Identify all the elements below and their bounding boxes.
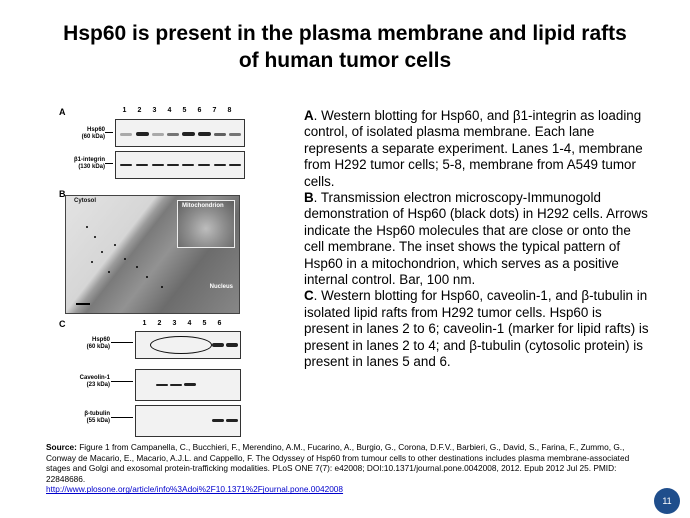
- caption-c-text: . Western blotting for Hsp60, caveolin-1, and β-tubulin in isolated lipid rafts from H292 tumor cells. Hsp60 is present in lanes 2 to 6; caveolin-1 (marker for lipid rafts) is present in lanes 2 to 4; and β-tubulin (cytosolic protein) is present in lanes 5 and 6.: [304, 288, 649, 370]
- panel-c-lane-6: 6: [217, 320, 222, 327]
- row-arrow: [111, 417, 133, 418]
- panel-b-label: B: [59, 189, 66, 199]
- gold-dot: [86, 226, 88, 228]
- panel-a-row2-label: [55, 157, 105, 171]
- panel-c-label: C: [59, 319, 66, 329]
- hsp60-label: Hsp60: [86, 127, 105, 133]
- caveolin-label: Caveolin-1: [79, 375, 110, 381]
- gold-dot: [114, 244, 116, 246]
- row-arrow: [111, 342, 133, 343]
- gold-dot: [101, 251, 103, 253]
- panel-c-lane-numbers: [137, 320, 227, 327]
- title-line-1: Hsp60 is present in the plasma membrane and lipid rafts: [63, 22, 627, 45]
- panel-a-blot-b1-integrin: [115, 151, 245, 179]
- row-arrow: [111, 381, 133, 382]
- panel-a-lane-2: 2: [137, 107, 142, 114]
- b1-integrin-label: β1-integrin: [74, 157, 105, 163]
- nucleus-label: Nucleus: [209, 284, 233, 290]
- figure-caption: [304, 108, 649, 371]
- blot-band: [226, 419, 238, 422]
- caveolin-kda: (23 kDa): [86, 382, 110, 388]
- panel-c-lane-3: 3: [172, 320, 177, 327]
- gold-dot: [146, 276, 148, 278]
- b-tubulin-label: β-tubulin: [84, 411, 110, 417]
- panel-a-lane-6: 6: [197, 107, 202, 114]
- panel-c-lane-4: 4: [187, 320, 192, 327]
- blot-band: [136, 164, 148, 166]
- source-link[interactable]: http://www.plosone.org/article/info%3Adoi%2F10.1371%2Fjournal.pone.0042008: [46, 484, 344, 495]
- panel-a-lane-numbers: [117, 107, 237, 114]
- panel-c-lane-2: 2: [157, 320, 162, 327]
- panel-c-row1-label: [55, 337, 110, 351]
- blot-band: [198, 164, 210, 166]
- blot-band: [167, 133, 179, 136]
- slide-title: [20, 20, 670, 74]
- blot-band: [212, 419, 224, 422]
- blot-band: [229, 164, 241, 166]
- blot-band: [167, 164, 179, 166]
- caption-c-letter: C: [304, 288, 314, 304]
- blot-band: [184, 383, 196, 386]
- blot-band: [152, 164, 164, 166]
- blot-band: [182, 164, 194, 166]
- caption-a-text: . Western blotting for Hsp60, and β1-integrin as loading control, of isolated plasma membrane. Each lane represents a separate experiment. Lanes 1-4, membrane from H292 tumor cells; 5-8, membrane from A549 tumor cells.: [304, 108, 643, 189]
- caption-a: [304, 108, 649, 190]
- blot-band: [229, 133, 241, 136]
- panel-c-blot-b-tubulin: [135, 405, 241, 437]
- panel-c-lane-1: 1: [142, 320, 147, 327]
- panel-a-lane-5: 5: [182, 107, 187, 114]
- panel-c-lane-5: 5: [202, 320, 207, 327]
- gold-dot: [91, 261, 93, 263]
- caption-b-letter: B: [304, 190, 314, 206]
- panel-c-blot-hsp60: [135, 331, 241, 359]
- blot-band: [214, 133, 226, 136]
- row-arrow: [105, 132, 113, 133]
- source-text: Figure 1 from Campanella, C., Bucchieri, F., Merendino, A.M., Fucarino, A., Burgio, G., Corona, D.F.V., Barbieri, G., David, S., Farina, F., Zummo, G., Conway de Macario, E., Macario, A.J.L. and Cappello, F. The Odyssey of Hsp60 from tumour cells to other destinations includes plasma membrane-associated stages and Golgi and exosomal protein-trafficking modalities. PLoS ONE 7(7): e42008; DOI:10.1371/journal.pone.0042008, 2012. Epub 2012 Jul 25. PMID: 22848686.: [46, 442, 630, 484]
- mitochondrion-label: Mitochondrion: [182, 203, 224, 209]
- gold-dot: [161, 286, 163, 288]
- blot-band: [136, 132, 149, 136]
- row-arrow: [105, 163, 113, 164]
- gold-dot: [108, 271, 110, 273]
- caption-c: [304, 288, 649, 370]
- figure: [55, 107, 245, 437]
- b1-integrin-kda: (130 kDa): [78, 164, 105, 170]
- em-micrograph: [65, 195, 240, 314]
- blot-band: [212, 343, 224, 347]
- blot-band: [198, 132, 211, 136]
- source-citation: [46, 442, 646, 495]
- mitochondrion-inset: [177, 200, 235, 248]
- panel-c-row3-label: [55, 411, 110, 425]
- scale-bar: [76, 303, 90, 305]
- panel-c-blot-caveolin: [135, 369, 241, 401]
- title-line-2: of human tumor cells: [238, 49, 452, 72]
- b-tubulin-kda: (55 kDa): [86, 418, 110, 424]
- gold-dot: [124, 258, 126, 260]
- panel-a-label: A: [59, 107, 66, 117]
- panel-a-lane-7: 7: [212, 107, 217, 114]
- blot-band: [214, 164, 226, 166]
- cytosol-label: Cytosol: [74, 198, 97, 204]
- hsp60-kda: (60 kDa): [81, 134, 105, 140]
- panel-a-lane-8: 8: [227, 107, 232, 114]
- panel-a-row1-label: [55, 127, 105, 141]
- panel-a-lane-1: 1: [122, 107, 127, 114]
- source-label: Source:: [46, 442, 77, 452]
- blot-band: [152, 133, 164, 136]
- blot-band: [182, 132, 195, 136]
- caption-a-letter: A: [304, 108, 314, 123]
- blot-band: [120, 164, 132, 166]
- gold-dot: [94, 236, 96, 238]
- blot-band: [156, 384, 168, 386]
- page-number-badge: 11: [654, 488, 680, 514]
- panel-a-lane-4: 4: [167, 107, 172, 114]
- hsp60-kda-c: (60 kDa): [86, 344, 110, 350]
- gold-dot: [136, 266, 138, 268]
- blot-band: [226, 343, 238, 347]
- blot-band: [120, 133, 132, 136]
- caption-b: [304, 190, 649, 288]
- blot-band: [170, 384, 182, 386]
- ellipse-mark: [150, 336, 212, 354]
- panel-a-blot-hsp60: [115, 119, 245, 147]
- caption-b-text: . Transmission electron microscopy-Immunogold demonstration of Hsp60 (black dots) in H292 cells. Arrows indicate the Hsp60 molecules that are close or onto the cell membrane. The inset shows the typical pattern of Hsp60 in a mitochondrion, which serves as a positive internal control. Bar, 100 nm.: [304, 190, 648, 288]
- hsp60-label-c: Hsp60: [91, 337, 110, 343]
- panel-c-row2-label: [55, 375, 110, 389]
- panel-a-lane-3: 3: [152, 107, 157, 114]
